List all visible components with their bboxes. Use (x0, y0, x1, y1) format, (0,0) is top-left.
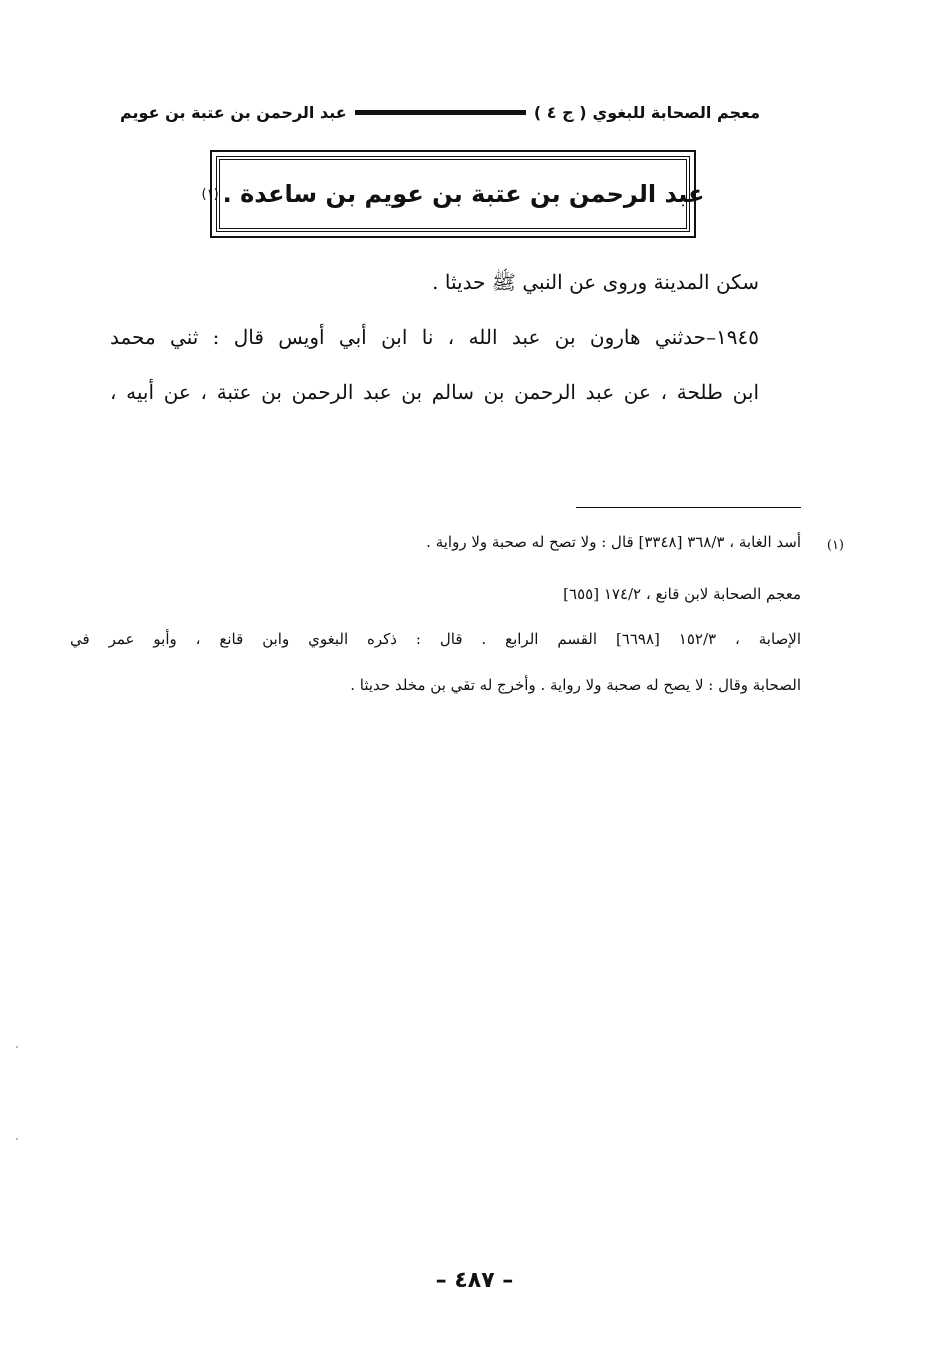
body-intro: سكن المدينة وروى عن النبي ﷺ حديثا . (432, 270, 759, 294)
footnote-line-2: معجم الصحابة لابن قانع ، ١٧٤/٢ [٦٥٥] (563, 585, 801, 603)
entry-footnote-ref: (١) (201, 186, 219, 202)
hadith-line-1: ١٩٤٥–حدثني هارون بن عبد الله ، نا ابن أبي أويس قال : ثني محمد (110, 325, 759, 349)
entry-title-box (201, 150, 705, 238)
entry-title-frame (201, 156, 705, 232)
footnote-line-1: أسد الغابة ، ٣٦٨/٣ [٣٣٤٨] قال : ولا تصح له صحبة ولا رواية . (426, 533, 801, 551)
scan-speck (16, 1138, 18, 1140)
page-number: – ٤٨٧ – (435, 1268, 514, 1293)
hadith-line-2: ابن طلحة ، عن عبد الرحمن بن سالم بن عبد الرحمن بن عتبة ، عن أبيه ، (110, 380, 759, 404)
entry-title: عبد الرحمن بن عتبة بن عويم بن ساعدة . (222, 180, 705, 208)
footnote-separator (576, 507, 801, 508)
footnote-line-4: الصحابة وقال : لا يصح له صحبة ولا رواية . وأخرج له تقي بن مخلد حديثا . (350, 676, 801, 694)
header-section-name: عبد الرحمن بن عتبة بن عويم (120, 102, 347, 122)
footnote-marker: (١) (826, 538, 844, 553)
footnote-line-3: الإصابة ، ١٥٢/٣ [٦٦٩٨] القسم الرابع . قال : ذكره البغوي وابن قانع ، وأبو عمر في (70, 630, 801, 648)
header-rule (355, 110, 526, 115)
running-header (120, 96, 760, 128)
header-book-title: معجم الصحابة للبغوي (592, 102, 760, 122)
header-volume: ( ج ٤ ) (533, 102, 587, 122)
scan-speck (16, 1046, 18, 1048)
